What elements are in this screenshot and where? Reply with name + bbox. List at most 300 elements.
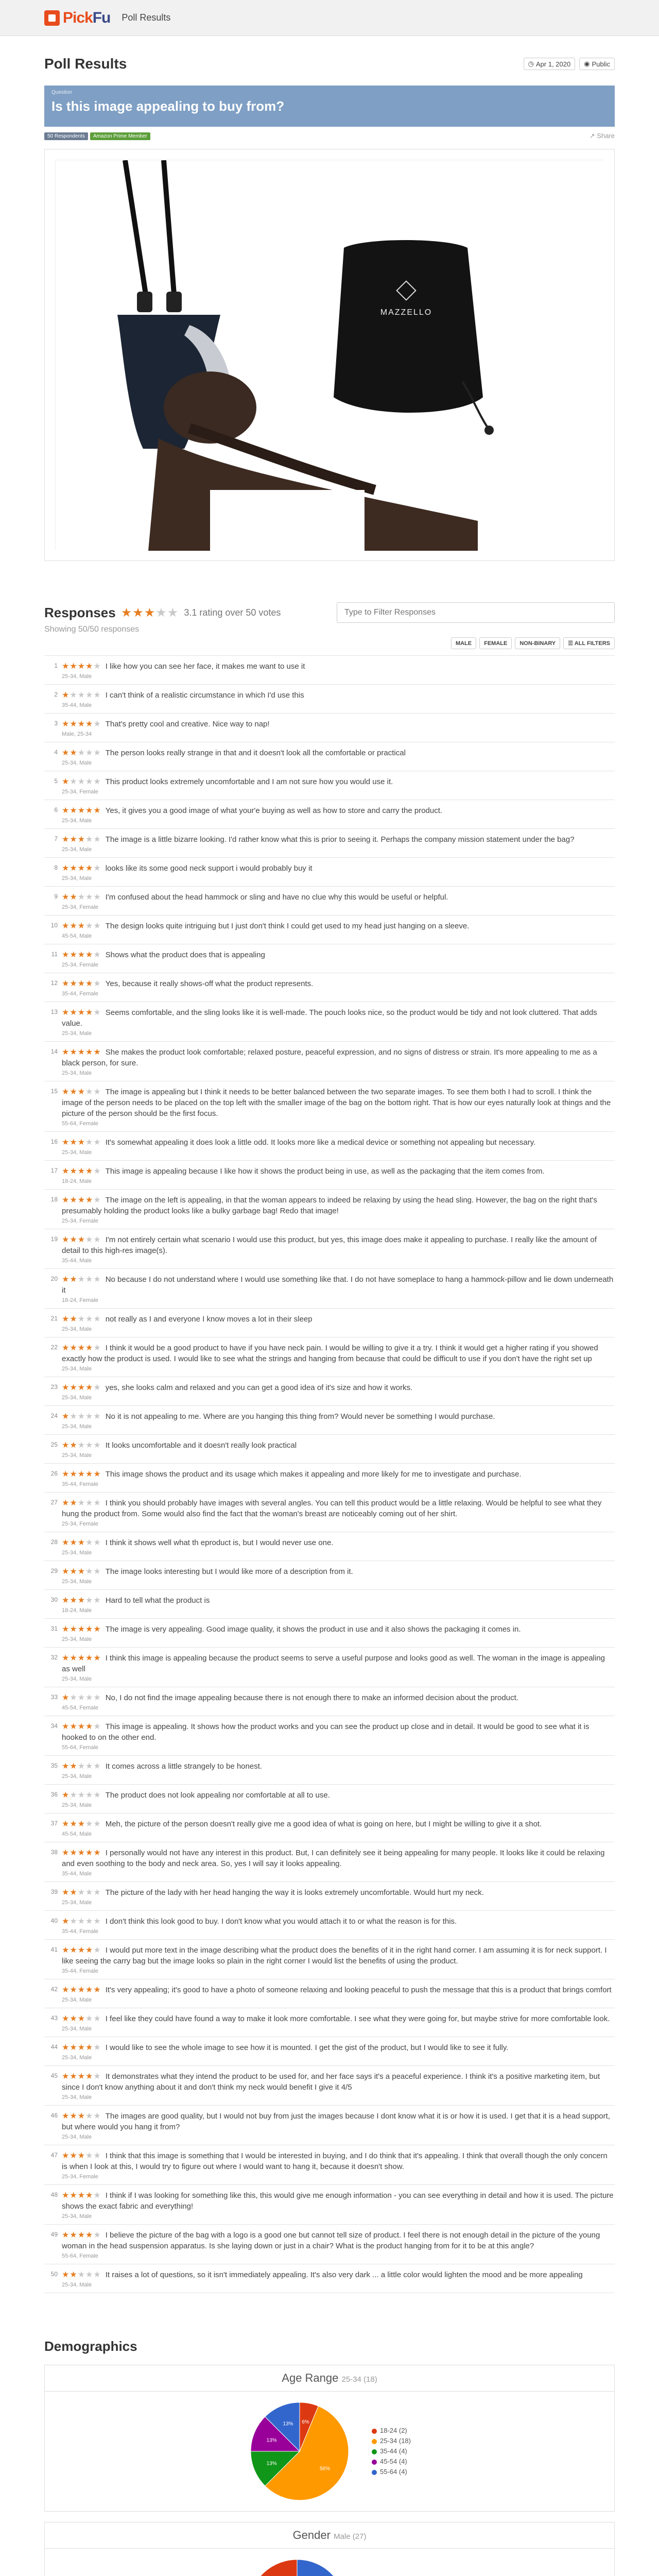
- respondent-info: 35-44, Female: [62, 1481, 98, 1487]
- response-row: [44, 1132, 615, 1161]
- respondent-info: 25-34, Female: [62, 904, 98, 910]
- respondents-tag: 50 Respondents: [44, 132, 88, 140]
- response-rating-stars: ★★★★★: [62, 2043, 101, 2052]
- filter-female-button[interactable]: FEMALE: [479, 637, 512, 649]
- response-number: 13: [50, 1008, 58, 1015]
- respondent-info: 55-64, Female: [62, 1744, 98, 1751]
- response-rating-stars: ★★★★★: [62, 1470, 101, 1479]
- response-text: This image is appealing because I like how it shows the product being in use, as well as the packaging that the item comes from.: [105, 1167, 545, 1176]
- respondent-info: 35-44, Male: [62, 702, 92, 708]
- visibility-badge[interactable]: ◉ Public: [579, 58, 615, 70]
- response-row: [44, 1842, 615, 1882]
- pie-slice-label: 6%: [302, 2419, 309, 2426]
- response-text: The image is appealing but I think it needs to be better balanced between the two separate images. To see them both I had to scroll. I think the image of the person needs to be placed on the top left with the smaller image of the bag on the bottom right. That is how our eyes naturally look at things and the picture of the person should be the first focus.: [62, 1088, 611, 1118]
- respondent-info: 35-44, Female: [62, 991, 98, 997]
- demographics-title: Demographics: [44, 2338, 137, 2354]
- response-rating-stars: ★★★★★: [62, 2270, 101, 2279]
- respondent-info: 35-44, Female: [62, 1968, 98, 1974]
- response-rating-stars: ★★★★★: [62, 1693, 101, 1702]
- response-row: [44, 1590, 615, 1619]
- response-text: Yes, it gives you a good image of what your'e buying as well as how to store and carry the product.: [105, 806, 443, 815]
- response-number: 29: [50, 1567, 58, 1574]
- respondent-info: 25-34, Male: [62, 2055, 92, 2061]
- response-text: She makes the product look comfortable; relaxed posture, peaceful expression, and no signs of distress or strain. It's more appealing to me as a black person, for sure.: [62, 1048, 597, 1067]
- question-text: Is this image appealing to buy from?: [51, 98, 285, 114]
- response-number: 31: [50, 1625, 58, 1632]
- respondent-info: 25-34, Male: [62, 1900, 92, 1906]
- legend-item: 55-64 (4): [372, 2467, 411, 2477]
- response-rating-stars: ★★★★★: [62, 1441, 101, 1450]
- response-rating-stars: ★★★★★: [62, 1917, 101, 1926]
- respondent-info: 25-34, Male: [62, 2094, 92, 2100]
- response-row: [44, 1190, 615, 1229]
- age-pie-chart: [248, 2400, 351, 2503]
- respondent-info: 25-34, Female: [62, 1218, 98, 1224]
- response-number: 30: [50, 1596, 58, 1603]
- response-text: Hard to tell what the product is: [105, 1596, 210, 1605]
- calendar-icon: ◷: [528, 60, 534, 67]
- respondent-info: 25-34, Female: [62, 2174, 98, 2180]
- response-text: It looks uncomfortable and it doesn't really look practical: [105, 1441, 297, 1450]
- response-row: [44, 685, 615, 714]
- response-row: [44, 1814, 615, 1842]
- response-row: [44, 1081, 615, 1132]
- response-number: 38: [50, 1849, 58, 1856]
- response-number: 16: [50, 1138, 58, 1145]
- response-rating-stars: ★★★★★: [62, 922, 101, 930]
- response-number: 22: [50, 1344, 58, 1351]
- response-text: Seems comfortable, and the sling looks like it is well-made. The pouch looks nice, so the product would be tidy and not look cluttered. That adds value.: [62, 1008, 597, 1028]
- response-row: [44, 973, 615, 1002]
- response-row: [44, 858, 615, 887]
- response-rating-stars: ★★★★★: [62, 2014, 101, 2023]
- response-text: I think if I was looking for something like this, this would give me enough information - you can see everything in detail and how it is used. The picture shows the exact fabric and everything!: [62, 2191, 614, 2211]
- respondent-info: 25-34, Male: [62, 1030, 92, 1037]
- response-number: 42: [50, 1986, 58, 1993]
- response-text: The image is very appealing. Good image quality, it shows the product in use and it also shows the packaging it comes in.: [105, 1625, 521, 1634]
- respondent-info: 45-54, Male: [62, 933, 92, 939]
- respondent-info: 18-24, Female: [62, 1297, 98, 1303]
- response-number: 24: [50, 1412, 58, 1419]
- response-number: 45: [50, 2072, 58, 2079]
- response-row: [44, 1464, 615, 1493]
- respondent-info: 25-34, Female: [62, 789, 98, 795]
- respondent-info: 25-34, Male: [62, 1452, 92, 1459]
- response-rating-stars: ★★★★★: [62, 1946, 101, 1955]
- respondent-info: 25-34, Male: [62, 846, 92, 853]
- response-rating-stars: ★★★★★: [62, 1315, 101, 1324]
- respondent-info: 25-34, Male: [62, 875, 92, 882]
- response-row: [44, 1377, 615, 1406]
- response-row: [44, 1042, 615, 1081]
- response-text: Meh, the picture of the person doesn't really give me a good idea of what is going on here, but I might be willing to give it a shot.: [105, 1820, 542, 1828]
- respondent-info: 18-24, Male: [62, 1178, 92, 1184]
- respondent-info: 25-34, Male: [62, 1550, 92, 1556]
- response-text: I think you should probably have images with several angles. You can tell this product would be a little relaxing. Would be helpful to see what they hung the product from. Some would also find the fact that the woman's breast are noticeably coming out of her shirt.: [62, 1499, 602, 1518]
- response-rating-stars: ★★★★★: [62, 806, 101, 815]
- respondent-info: 25-34, Male: [62, 760, 92, 766]
- response-number: 27: [50, 1499, 58, 1506]
- legend-item: 25-34 (18): [372, 2436, 411, 2446]
- response-number: 2: [54, 691, 58, 698]
- response-text: not really as I and everyone I know moves a lot in their sleep: [105, 1315, 313, 1324]
- response-number: 7: [54, 835, 58, 842]
- response-number: 25: [50, 1441, 58, 1448]
- response-number: 36: [50, 1791, 58, 1798]
- response-row: [44, 714, 615, 742]
- response-number: 21: [50, 1315, 58, 1322]
- response-text: It's very appealing; it's good to have a photo of someone relaxing and looking peaceful to push the message that this is a product that brings comfort: [105, 1986, 612, 1994]
- pie-slice-label: 56%: [319, 2466, 330, 2472]
- response-row: [44, 1493, 615, 1532]
- response-row: [44, 1756, 615, 1785]
- response-text: No it is not appealing to me. Where are you hanging this thing from? Would never be something I would purchase.: [105, 1412, 495, 1421]
- filter-responses-input[interactable]: [337, 602, 615, 623]
- respondent-info: 18-24, Male: [62, 1607, 92, 1614]
- response-rating-stars: ★★★★★: [62, 749, 101, 757]
- response-rating-stars: ★★★★★: [62, 777, 101, 786]
- product-photo: [56, 160, 604, 551]
- response-number: 5: [54, 777, 58, 785]
- response-row: [44, 2008, 615, 2037]
- response-rating-stars: ★★★★★: [62, 1088, 101, 1096]
- response-rating-stars: ★★★★★: [62, 1275, 101, 1284]
- top-bar: [0, 0, 659, 36]
- pickfu-logo[interactable]: [44, 9, 110, 27]
- response-number: 15: [50, 1088, 58, 1095]
- response-number: 46: [50, 2112, 58, 2119]
- response-text: I personally would not have any interest in this product. But, I can definitely see it being appealing for many people. It looks like it could be relaxing and even soothing to the body and neck area. So, yes I will say it looks appealing.: [62, 1849, 605, 1868]
- response-row: [44, 742, 615, 771]
- response-text: This image is appealing. It shows how the product works and you can see the product up close and in detail. It would be good to see what it is hooked to on the other end.: [62, 1722, 589, 1742]
- audience-tag: Amazon Prime Member: [90, 132, 150, 140]
- response-number: 40: [50, 1917, 58, 1924]
- response-number: 37: [50, 1820, 58, 1827]
- page-title: Poll Results: [44, 56, 127, 72]
- response-rating-stars: ★★★★★: [62, 1008, 101, 1017]
- response-number: 47: [50, 2151, 58, 2159]
- response-number: 9: [54, 893, 58, 900]
- response-number: 20: [50, 1275, 58, 1282]
- filter-nonbinary-button[interactable]: NON-BINARY: [515, 637, 560, 649]
- response-number: 26: [50, 1470, 58, 1477]
- response-text: The images are good quality, but I would not buy from just the images because I dont know what it is or how it is used. I get that it is a head support, but where would you hang it from?: [62, 2112, 610, 2131]
- response-rating-stars: ★★★★★: [62, 1196, 101, 1205]
- response-text: This product looks extremely uncomfortable and I am not sure how you would use it.: [105, 777, 393, 786]
- logo-mark-icon: [44, 10, 60, 26]
- response-number: 6: [54, 806, 58, 814]
- response-number: 18: [50, 1196, 58, 1203]
- legend-item: 18-24 (2): [372, 2426, 411, 2436]
- respondent-info: 35-44, Male: [62, 1258, 92, 1264]
- respondent-info: 35-44, Female: [62, 1928, 98, 1935]
- response-row: [44, 800, 615, 829]
- response-rating-stars: ★★★★★: [62, 1567, 101, 1576]
- response-number: 34: [50, 1722, 58, 1730]
- response-rating-stars: ★★★★★: [62, 1791, 101, 1800]
- response-text: The image looks interesting but I would like more of a description from it.: [105, 1567, 353, 1576]
- respondent-info: 25-34, Male: [62, 2282, 92, 2288]
- response-number: 11: [51, 951, 58, 958]
- response-text: It raises a lot of questions, so it isn't immediately appealing. It's also very dark ... a little color would lighten the mood and be more appealing: [105, 2270, 583, 2279]
- response-text: That's pretty cool and creative. Nice way to nap!: [105, 720, 270, 728]
- share-button[interactable]: ↗ Share: [589, 132, 615, 140]
- response-rating-stars: ★★★★★: [62, 2112, 101, 2121]
- response-rating-stars: ★★★★★: [62, 1538, 101, 1547]
- response-rating-stars: ★★★★★: [62, 951, 101, 959]
- respondent-info: 25-34, Female: [62, 962, 98, 968]
- response-rating-stars: ★★★★★: [62, 691, 101, 700]
- response-text: It's somewhat appealing it does look a little odd. It looks more like a medical device or something not appealing but necessary.: [105, 1138, 536, 1147]
- response-rating-stars: ★★★★★: [62, 2191, 101, 2200]
- question-box: [44, 86, 615, 127]
- respondent-info: 25-34, Male: [62, 673, 92, 680]
- response-text: I would like to see the whole image to see how it is mounted. I get the gist of the product, but I would like to see it fully.: [105, 2043, 509, 2052]
- respondent-info: 25-34, Male: [62, 1802, 92, 1808]
- response-number: 44: [50, 2043, 58, 2050]
- respondent-info: 25-34, Male: [62, 2134, 92, 2140]
- gender-pie-chart: [246, 2557, 349, 2576]
- respondent-info: 25-34, Male: [62, 1326, 92, 1332]
- respondent-info: 25-34, Female: [62, 1521, 98, 1527]
- response-rating-stars: ★★★★★: [62, 864, 101, 873]
- overall-rating-stars: ★★★★★: [120, 605, 179, 620]
- respondent-info: 55-64, Female: [62, 2253, 98, 2259]
- respondent-info: 25-34, Male: [62, 2213, 92, 2219]
- pie-slice: [248, 2560, 297, 2576]
- share-icon: ↗: [589, 132, 597, 140]
- respondent-info: 45-54, Female: [62, 1705, 98, 1711]
- response-rating-stars: ★★★★★: [62, 1048, 101, 1057]
- age-range-panel: [44, 2365, 615, 2512]
- response-text: I'm not entirely certain what scenario I would use this product, but yes, this image does make it appealing to purchase. I really like the amount of detail to this high-res image(s).: [62, 1235, 597, 1255]
- gender-sub: Male (27): [334, 2532, 367, 2541]
- response-row: [44, 2037, 615, 2066]
- response-rating-stars: ★★★★★: [62, 1849, 101, 1857]
- response-text: I don't think this look good to buy. I don't know what you would attach it to or what the reason is for this.: [105, 1917, 457, 1926]
- eye-icon: ◉: [584, 60, 590, 67]
- response-rating-stars: ★★★★★: [62, 1412, 101, 1421]
- response-rating-stars: ★★★★★: [62, 1383, 101, 1392]
- response-rating-stars: ★★★★★: [62, 2231, 101, 2240]
- respondent-info: 55-64, Female: [62, 1121, 98, 1127]
- response-rating-stars: ★★★★★: [62, 1499, 101, 1507]
- response-rating-stars: ★★★★★: [62, 893, 101, 902]
- response-number: 17: [50, 1167, 58, 1174]
- response-rating-stars: ★★★★★: [62, 1654, 101, 1663]
- respondent-info: Male, 25-34: [62, 731, 92, 737]
- response-number: 14: [50, 1048, 58, 1055]
- response-row: [44, 1002, 615, 1042]
- response-row: [44, 771, 615, 800]
- brand-logo-text: MAZZELLO: [380, 308, 432, 317]
- main-content: [44, 53, 615, 2576]
- response-text: I think this image is appealing because the product seems to serve a useful purpose and looks good as well. The woman in the image is appealing as well: [62, 1654, 605, 1673]
- respondent-info: 25-34, Male: [62, 1366, 92, 1372]
- response-number: 19: [50, 1235, 58, 1243]
- response-row: [44, 1687, 615, 1716]
- response-row: [44, 1716, 615, 1756]
- nav-poll-results[interactable]: Poll Results: [122, 12, 171, 23]
- response-row: [44, 2225, 615, 2264]
- respondent-info: 25-34, Male: [62, 818, 92, 824]
- respondent-info: 25-34, Male: [62, 1997, 92, 2003]
- response-text: I can't think of a realistic circumstance in which I'd use this: [105, 691, 304, 700]
- response-rating-stars: ★★★★★: [62, 979, 101, 988]
- gender-panel: [44, 2522, 615, 2576]
- response-text: I think it shows well what th eproduct is, but I would never use one.: [105, 1538, 334, 1547]
- response-number: 39: [50, 1888, 58, 1895]
- rating-summary: 3.1 rating over 50 votes: [184, 607, 281, 618]
- response-text: The person looks really strange in that and it doesn't look all the comfortable or practical: [105, 749, 406, 757]
- response-text: Shows what the product does that is appealing: [105, 951, 265, 959]
- response-text: It comes across a little strangely to be honest.: [105, 1762, 263, 1771]
- age-title: Age Range: [282, 2371, 339, 2384]
- legend-item: 35-44 (4): [372, 2446, 411, 2456]
- response-number: 3: [54, 720, 58, 727]
- response-text: The image is a little bizarre looking. I'd rather know what this is prior to seeing it. Perhaps the company mission statement under the bag?: [105, 835, 575, 844]
- response-text: The product does not look appealing nor comfortable at all to use.: [105, 1791, 330, 1800]
- age-legend: [372, 2426, 411, 2477]
- legend-item: 45-54 (4): [372, 2456, 411, 2467]
- response-number: 33: [50, 1693, 58, 1701]
- respondent-info: 25-34, Male: [62, 1579, 92, 1585]
- pie-slice-label: 13%: [266, 2437, 277, 2444]
- response-number: 23: [50, 1383, 58, 1391]
- respondent-info: 25-34, Male: [62, 1070, 92, 1076]
- response-number: 12: [50, 979, 58, 987]
- response-row: [44, 2106, 615, 2145]
- response-row: [44, 2185, 615, 2225]
- response-text: It demonstrates what they intend the product to be used for, and her face says it's a peaceful experience. I think it's a positive marketing item, but since I don't know anything about it and don't think my neck would benefit I give it 4/5: [62, 2072, 600, 2092]
- question-label: Question: [51, 90, 73, 95]
- response-row: [44, 944, 615, 973]
- response-rating-stars: ★★★★★: [62, 835, 101, 844]
- response-rating-stars: ★★★★★: [62, 1820, 101, 1828]
- respondent-info: 35-44, Male: [62, 1871, 92, 1877]
- response-text: Yes, because it really shows-off what the product represents.: [105, 979, 314, 988]
- response-row: [44, 1229, 615, 1269]
- response-row: [44, 1648, 615, 1687]
- response-row: [44, 1435, 615, 1464]
- response-number: 35: [50, 1762, 58, 1769]
- response-row: [44, 1561, 615, 1590]
- response-row: [44, 829, 615, 858]
- response-rating-stars: ★★★★★: [62, 1344, 101, 1352]
- response-text: I believe the picture of the bag with a logo is a good one but cannot tell size of product. I feel there is not enough detail in the picture of the young woman in the head suspension apparatus. Is she laying down or just in a chair? What is the product hanging from for it to be at this angle?: [62, 2231, 600, 2250]
- response-number: 48: [50, 2191, 58, 2198]
- response-number: 4: [54, 749, 58, 756]
- response-number: 10: [50, 922, 58, 929]
- response-number: 41: [50, 1946, 58, 1953]
- response-rating-stars: ★★★★★: [62, 1596, 101, 1605]
- response-text: No, I do not find the image appealing because there is not enough there to make an informed decision about the product.: [105, 1693, 518, 1702]
- all-filters-button[interactable]: ☰ ALL FILTERS: [563, 637, 615, 649]
- response-row: [44, 1911, 615, 1940]
- gender-title: Gender: [292, 2529, 331, 2541]
- response-text: I'm confused about the head hammock or sling and have no clue why this would be useful or helpful.: [105, 893, 448, 902]
- response-text: looks like its some good neck support i would probably buy it: [105, 864, 313, 873]
- age-sub: 25-34 (18): [341, 2375, 377, 2384]
- response-row: [44, 2264, 615, 2293]
- response-number: 50: [50, 2270, 58, 2278]
- response-row: [44, 1337, 615, 1377]
- response-rating-stars: ★★★★★: [62, 1888, 101, 1897]
- respondent-info: 25-34, Male: [62, 1773, 92, 1780]
- response-rating-stars: ★★★★★: [62, 1235, 101, 1244]
- response-rating-stars: ★★★★★: [62, 1762, 101, 1771]
- response-rating-stars: ★★★★★: [62, 1167, 101, 1176]
- filter-icon: ☰: [568, 640, 575, 647]
- response-text: I think that this image is something that I would be interested in buying, and I do think that it's appealing. I think that overall though the only concern is when I look at this, I would try to figure out where I would want to hang it, because it doesn't show.: [62, 2151, 608, 2171]
- response-row: [44, 916, 615, 944]
- respondent-info: 25-34, Male: [62, 1676, 92, 1682]
- respondent-info: 25-34, Male: [62, 1395, 92, 1401]
- response-text: This image shows the product and its usage which makes it appealing and more likely for me to investigate and purchase.: [105, 1470, 522, 1479]
- response-row: [44, 887, 615, 916]
- response-text: The design looks quite intriguing but I just don't think I could get used to my head just hanging on a sleeve.: [105, 922, 470, 930]
- logo-text: PickFu: [63, 9, 111, 26]
- response-number: 1: [54, 662, 58, 669]
- response-number: 28: [50, 1538, 58, 1546]
- response-number: 43: [50, 2014, 58, 2022]
- response-row: [44, 656, 615, 685]
- response-row: [44, 2066, 615, 2106]
- response-row: [44, 1785, 615, 1814]
- pie-slice-label: 13%: [283, 2421, 293, 2427]
- response-number: 8: [54, 864, 58, 871]
- response-text: The image on the left is appealing, in that the woman appears to indeed be relaxing by using the head sling. However, the bag on the right that's presumably holding the product looks like a bulky garbage bag! Redo that image!: [62, 1196, 597, 1215]
- showing-count: Showing 50/50 responses: [44, 625, 140, 634]
- respondent-info: 25-34, Male: [62, 2026, 92, 2032]
- respondent-info: 25-34, Male: [62, 1423, 92, 1430]
- response-text: I think it would be a good product to have if you have neck pain. I would be willing to give it a try. I think it would get a higher rating if you showed exactly how the product is used. I would like to see what the strings and hanging from because that could be difficult to use if you don't have the right set up: [62, 1344, 598, 1363]
- response-row: [44, 1532, 615, 1561]
- date-badge: ◷ Apr 1, 2020: [524, 58, 576, 70]
- response-text: No because I do not understand where I would use something like that. I do not have someplace to hang a hammock-pillow and lie down underneath it: [62, 1275, 614, 1295]
- respondent-info: 25-34, Male: [62, 1636, 92, 1642]
- response-rating-stars: ★★★★★: [62, 1138, 101, 1147]
- pie-slice-label: 13%: [266, 2461, 277, 2467]
- responses-list: [44, 655, 615, 2293]
- response-row: [44, 1406, 615, 1435]
- response-rating-stars: ★★★★★: [62, 2072, 101, 2081]
- response-row: [44, 1940, 615, 1979]
- response-row: [44, 1161, 615, 1190]
- response-rating-stars: ★★★★★: [62, 1625, 101, 1634]
- response-rating-stars: ★★★★★: [62, 1986, 101, 1994]
- poll-image: [44, 149, 615, 561]
- response-text: yes, she looks calm and relaxed and you can get a good idea of it's size and how it works.: [105, 1383, 413, 1392]
- responses-title: Responses: [44, 604, 116, 620]
- filter-male-button[interactable]: MALE: [451, 637, 476, 649]
- response-text: I would put more text in the image describing what the product does the benefits of it in the right hand corner. I am assuming it is for neck support. I like seeing the carry bag but the image looks so plain in the right corner I would list the benefits of using the product.: [62, 1946, 607, 1965]
- response-row: [44, 1309, 615, 1337]
- respondent-info: 25-34, Male: [62, 1149, 92, 1156]
- response-number: 32: [50, 1654, 58, 1661]
- response-row: [44, 1882, 615, 1911]
- response-rating-stars: ★★★★★: [62, 662, 101, 671]
- response-rating-stars: ★★★★★: [62, 2151, 101, 2160]
- response-row: [44, 1979, 615, 2008]
- response-row: [44, 1269, 615, 1309]
- response-number: 49: [50, 2231, 58, 2238]
- response-row: [44, 1619, 615, 1648]
- response-text: I feel like they could have found a way to make it look more comfortable. I see what they were going for, but maybe strive for more comfortable look.: [105, 2014, 610, 2023]
- respondent-info: 45-54, Male: [62, 1831, 92, 1837]
- response-row: [44, 2145, 615, 2185]
- response-rating-stars: ★★★★★: [62, 720, 101, 728]
